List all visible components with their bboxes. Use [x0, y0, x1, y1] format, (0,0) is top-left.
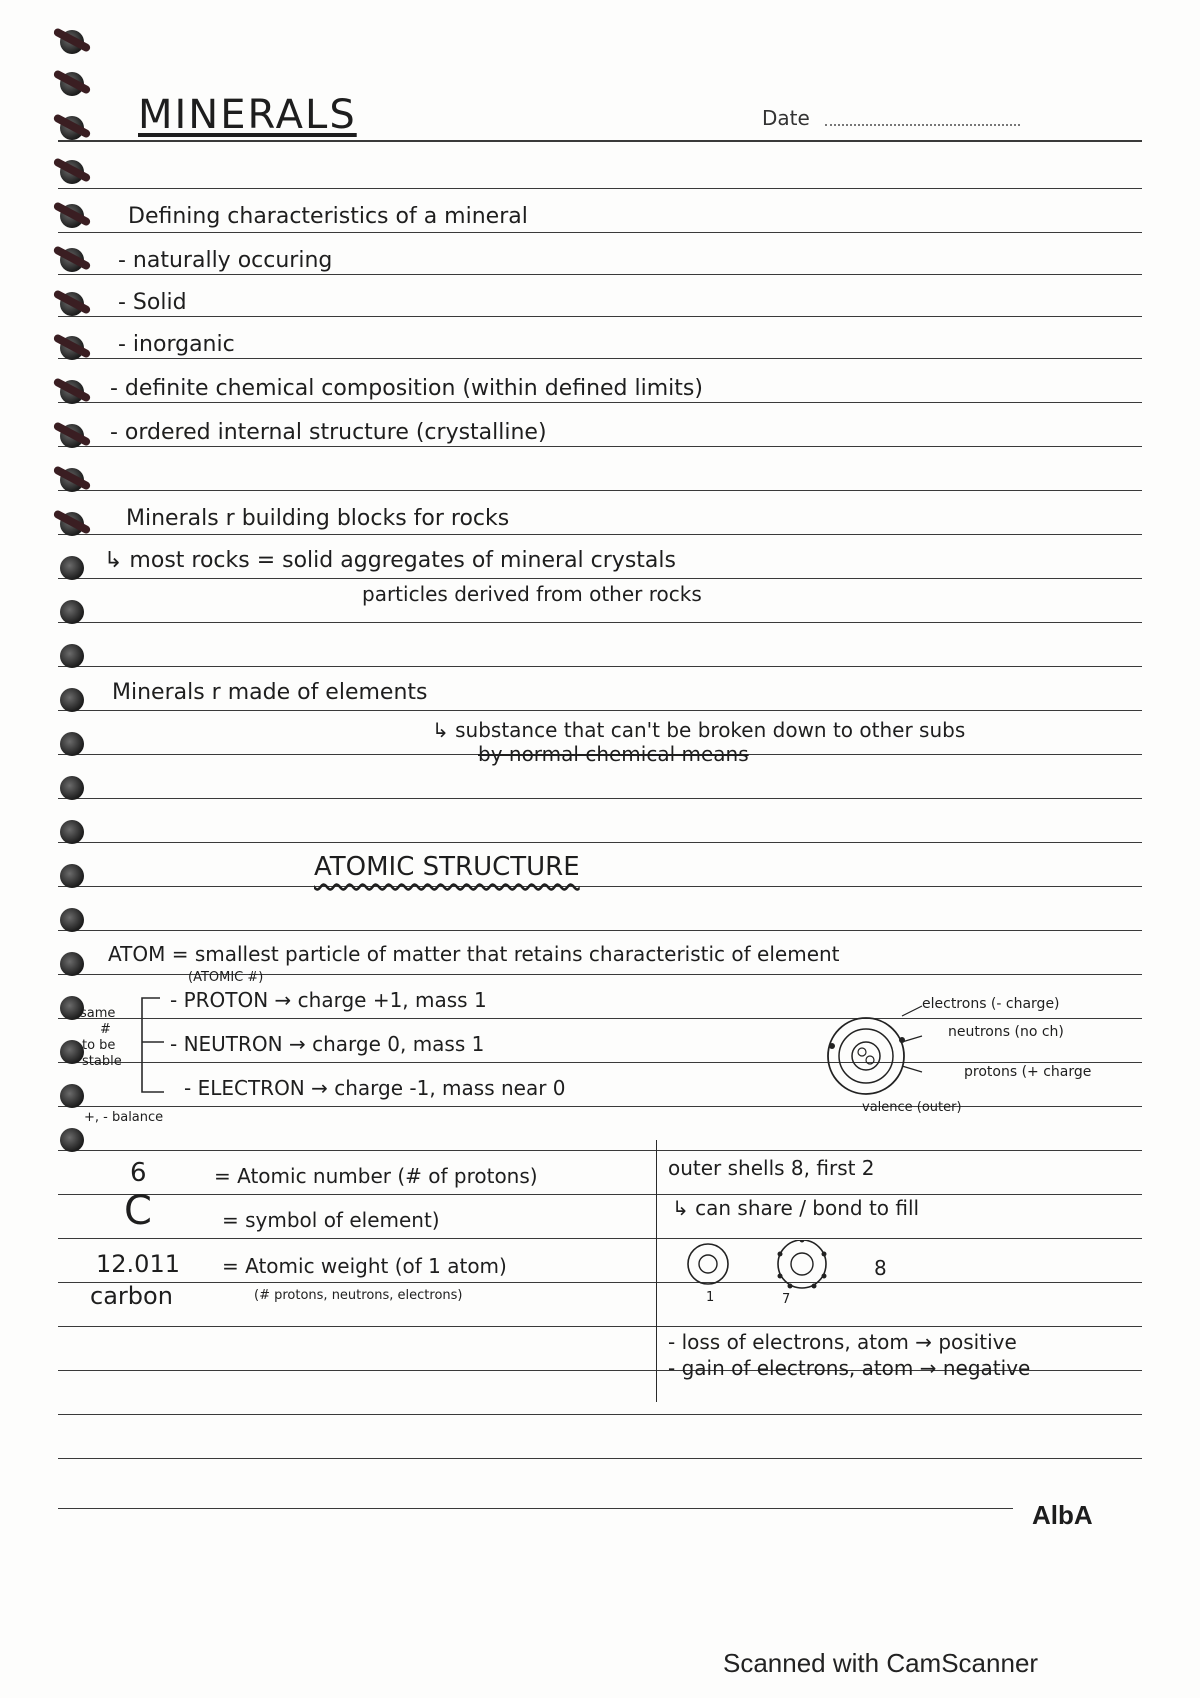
proton-line: - PROTON → charge +1, mass 1 [170, 988, 487, 1012]
pointer-lines-icon [900, 1002, 924, 1082]
atomic-number-note: (ATOMIC #) [188, 970, 264, 985]
side-note: stable [82, 1054, 122, 1069]
characteristic-item: - inorganic [118, 332, 235, 357]
characteristic-item: - ordered internal structure (crystalline) [110, 420, 547, 445]
atomic-weight-note: (# protons, neutrons, electrons) [254, 1288, 463, 1303]
balance-note: +, - balance [84, 1110, 164, 1125]
characteristic-item: - naturally occuring [118, 248, 333, 273]
atomic-structure-heading: ATOMIC STRUCTURE [314, 852, 580, 882]
neutron-line: - NEUTRON → charge 0, mass 1 [170, 1032, 485, 1056]
rocks-line-3: particles derived from other rocks [362, 582, 702, 606]
atom-definition: ATOM = smallest particle of matter that retains characteristic of element [108, 942, 840, 966]
shell-count-one: 1 [706, 1290, 715, 1305]
atomic-number-label: = Atomic number (# of protons) [214, 1164, 538, 1188]
bond-line: ↳ can share / bond to fill [672, 1196, 920, 1220]
shell-count-eight: 8 [874, 1256, 887, 1280]
side-note: # [100, 1022, 111, 1037]
gain-line: - gain of electrons, atom → negative [668, 1356, 1031, 1380]
diagram-label-electrons: electrons (- charge) [922, 996, 1060, 1012]
bracket-icon [120, 992, 180, 1102]
characteristic-item: - Solid [118, 290, 187, 315]
elements-line-1: Minerals r made of elements [112, 680, 428, 705]
scanner-watermark: Scanned with CamScanner [723, 1648, 1039, 1678]
rocks-line-2: ↳ most rocks = solid aggregates of mineral crystals [104, 548, 676, 573]
element-symbol-label: = symbol of element) [222, 1208, 440, 1232]
characteristic-item: - definite chemical composition (within defined limits) [110, 376, 703, 401]
rocks-line-1: Minerals r building blocks for rocks [126, 506, 510, 531]
element-name: carbon [90, 1282, 173, 1310]
elements-line-3: by normal chemical means [478, 742, 749, 766]
element-symbol: C [124, 1188, 152, 1234]
electron-line: - ELECTRON → charge -1, mass near 0 [184, 1076, 566, 1100]
atomic-weight-value: 12.011 [96, 1250, 180, 1278]
side-note: to be [82, 1038, 116, 1053]
diagram-label-protons: protons (+ charge [964, 1064, 1092, 1080]
characteristics-heading: Defining characteristics of a mineral [128, 204, 528, 229]
atomic-number-value: 6 [130, 1158, 147, 1188]
side-note: same [80, 1006, 116, 1021]
shell-count-seven: 7 [782, 1292, 791, 1307]
page-title: MINERALS [138, 92, 357, 138]
outer-shells-line: outer shells 8, first 2 [668, 1156, 875, 1180]
table-divider [656, 1140, 657, 1402]
loss-line: - loss of electrons, atom → positive [668, 1330, 1017, 1354]
date-field-line [825, 124, 1020, 126]
atomic-weight-label: = Atomic weight (of 1 atom) [222, 1254, 507, 1278]
diagram-label-neutrons: neutrons (no ch) [948, 1024, 1064, 1040]
signature-logo: AlbA [1032, 1500, 1093, 1530]
diagram-label-valence: valence (outer) [862, 1100, 962, 1115]
date-label: Date [762, 106, 810, 130]
elements-line-2: ↳ substance that can't be broken down to other subs [432, 718, 966, 742]
